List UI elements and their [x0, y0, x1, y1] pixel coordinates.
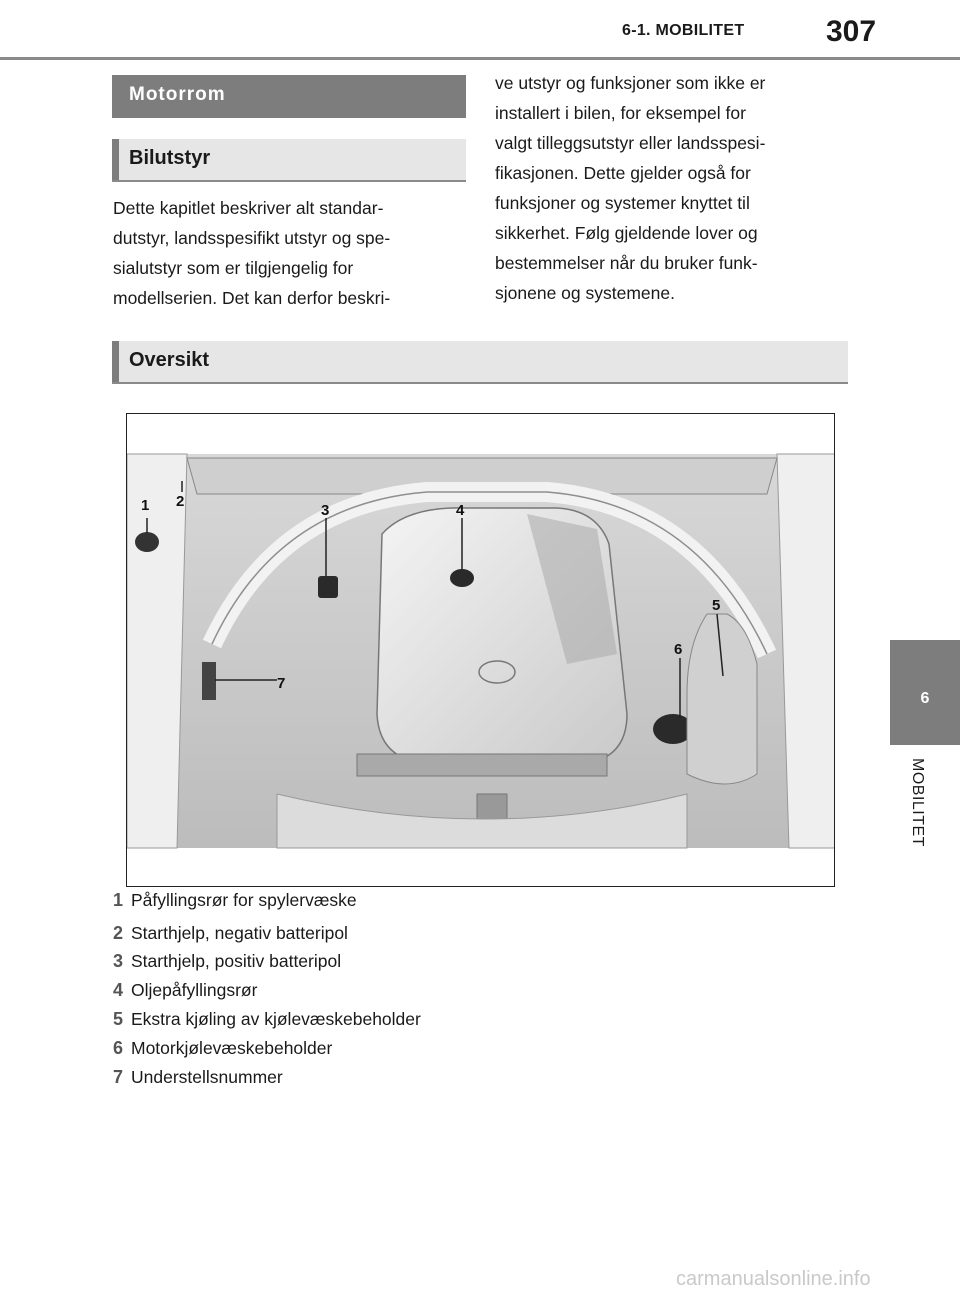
legend-number: 5 [113, 1009, 124, 1029]
text-line: modellserien. Det kan derfor beskri- [113, 288, 391, 308]
heading-bilutstyr [112, 139, 466, 182]
text-line: sjonene og systemene. [495, 283, 675, 303]
legend-number: 6 [113, 1038, 124, 1058]
callout-3: 3 [321, 502, 330, 519]
text-line: bestemmelser når du bruker funk- [495, 253, 758, 273]
header-divider [0, 57, 960, 60]
text-line: funksjoner og systemer knyttet til [495, 193, 750, 213]
engine-bay-illustration [126, 413, 835, 887]
legend-text: Ekstra kjøling av kjølevæskebeholder [131, 1009, 421, 1029]
list-item [113, 977, 613, 1006]
heading-oversikt [112, 341, 848, 384]
engine-bay-drawing [127, 414, 835, 887]
legend-number: 1 [113, 890, 124, 910]
callout-7: 7 [277, 675, 286, 692]
page-number: 307 [826, 15, 877, 48]
heading-oversikt-text: Oversikt [129, 349, 210, 371]
watermark: carmanualsonline.info [676, 1268, 871, 1290]
callout-1: 1 [141, 497, 150, 514]
list-item [113, 1006, 613, 1035]
text-line: ve utstyr og funksjoner som ikke er [495, 73, 766, 93]
chapter-tab-number: 6 [920, 690, 930, 707]
heading-bilutstyr-text: Bilutstyr [129, 147, 211, 169]
section-title: 6-1. MOBILITET [622, 22, 745, 39]
list-item [113, 920, 613, 948]
legend-text: Understellsnummer [131, 1067, 283, 1087]
text-line: sialutstyr som er tilgjengelig for [113, 258, 354, 278]
legend-number: 2 [113, 923, 124, 943]
list-item [113, 1035, 613, 1064]
callout-6: 6 [674, 641, 683, 658]
text-line: installert i bilen, for eksempel for [495, 103, 746, 123]
legend-text: Motorkjølevæskebeholder [131, 1038, 333, 1058]
heading-motorrom-text: Motorrom [129, 84, 226, 105]
legend-text: Starthjelp, positiv batteripol [131, 951, 342, 971]
list-item [113, 887, 613, 920]
legend-text: Oljepåfyllingsrør [131, 980, 258, 1000]
body-column-right [495, 68, 765, 308]
legend-text: Starthjelp, negativ batteripol [131, 923, 348, 943]
list-item [113, 948, 613, 977]
legend-number: 7 [113, 1067, 124, 1087]
callout-4: 4 [456, 502, 465, 519]
list-item [113, 1064, 613, 1093]
text-line: sikkerhet. Følg gjeldende lover og [495, 223, 758, 243]
legend-number: 3 [113, 951, 124, 971]
legend-text: Påfyllingsrør for spylervæske [131, 890, 357, 910]
text-line: fikasjonen. Dette gjelder også for [495, 163, 751, 183]
body-column-left [113, 193, 390, 313]
chapter-tab[interactable] [890, 640, 960, 745]
heading-motorrom [112, 75, 466, 118]
chapter-tab-label: MOBILITET [909, 758, 926, 847]
legend-list [113, 887, 613, 1093]
text-line: valgt tilleggsutstyr eller landsspesi- [495, 133, 766, 153]
legend-number: 4 [113, 980, 124, 1000]
text-line: Dette kapitlet beskriver alt standar- [113, 198, 384, 218]
text-line: dutstyr, landsspesifikt utstyr og spe- [113, 228, 391, 248]
callout-2: 2 [176, 493, 185, 510]
callout-5: 5 [712, 597, 721, 614]
